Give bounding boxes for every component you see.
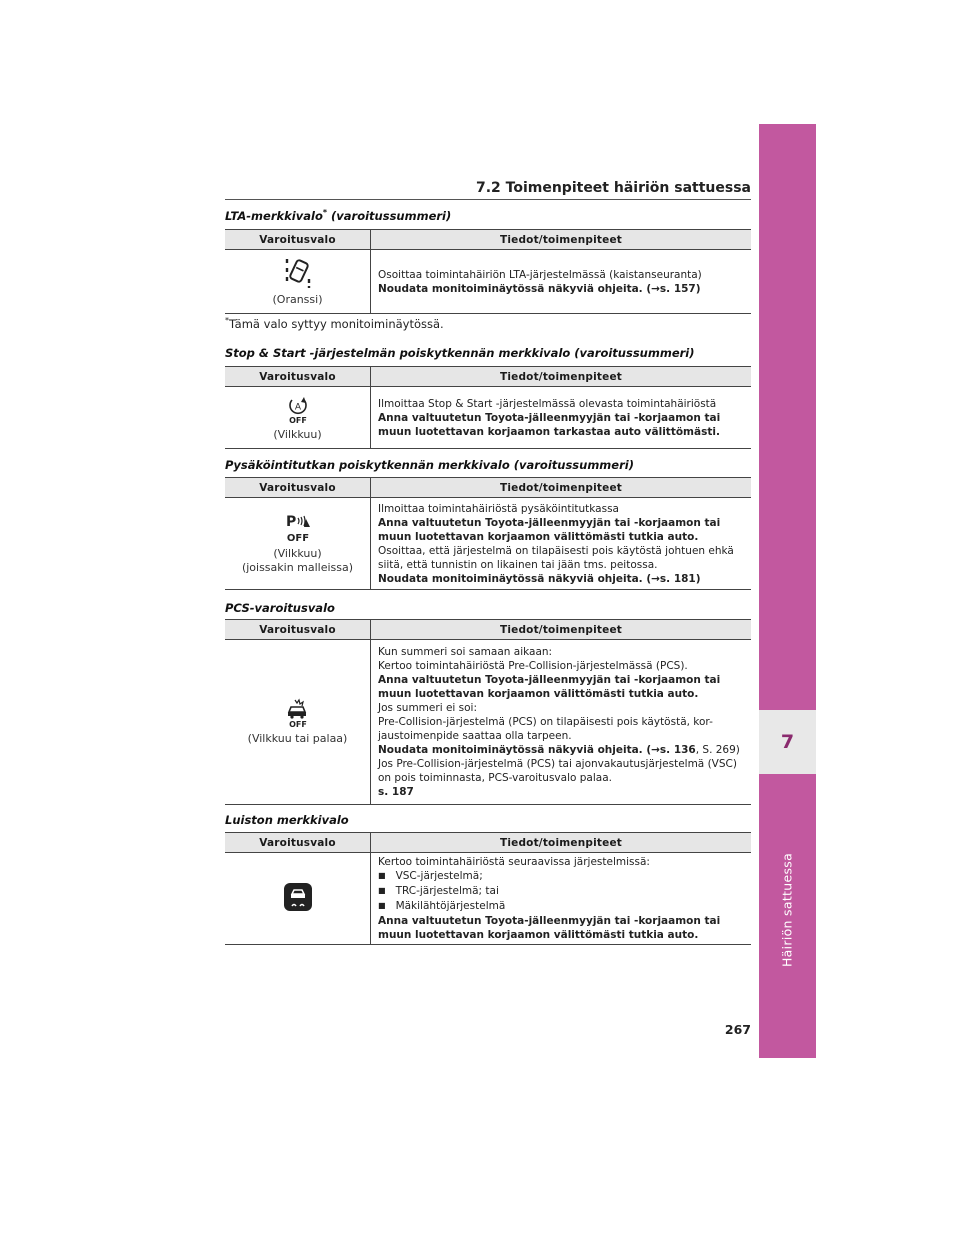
lta-warning-icon [283, 257, 313, 289]
chapter-side-tab [759, 124, 816, 1058]
col-header-light: Varoitusvalo [225, 230, 371, 250]
col-header-light: Varoitusvalo [225, 367, 371, 387]
instruction-text: Anna valtuutetun Toyota-jälleenmyyjän tai -korjaamon tai muun luotettavan korjaamon välittömästi tutkia auto. [378, 516, 721, 543]
chapter-label: Häiriön sattuessa [779, 852, 795, 968]
info-text: Ilmoittaa Stop & Start -järjestelmässä olevasta toimintahäiriöstä [378, 397, 717, 410]
col-header-info: Tiedot/toimenpiteet [371, 833, 752, 853]
pcs-off-icon [284, 698, 312, 728]
slip-indicator-icon [283, 882, 313, 912]
bullet-item: ■ Mäkilähtöjärjestelmä [378, 899, 744, 914]
instruction-text: Anna valtuutetun Toyota-jälleenmyyjän tai -korjaamon tai muun luotettavan korjaamon välittömästi tutkia auto. [378, 915, 721, 941]
parking-sensor-off-icon [282, 513, 314, 543]
info-line-6: Jos Pre-Collision-järjestelmä (PCS) tai ajonvakautusjärjestelmä (VSC) on pois toiminnasta, PCS-varoitusvalo palaa. [378, 758, 737, 784]
bullet-item: ■ VSC-järjestelmä; [378, 869, 744, 884]
col-header-info: Tiedot/toimenpiteet [371, 367, 752, 387]
light-label: (Vilkkuu tai palaa) [247, 732, 348, 745]
light-label: (Oranssi) [272, 292, 323, 306]
info-text: Ilmoittaa toimintahäiriöstä pysäköintitutkassa [378, 502, 619, 515]
svg-text:P: P [285, 513, 296, 530]
info-text: Kertoo toimintahäiriöstä seuraavissa järjestelmissä: [378, 856, 650, 868]
col-header-info: Tiedot/toimenpiteet [371, 230, 752, 250]
instruction-text: Anna valtuutetun Toyota-jälleenmyyjän tai -korjaamon tai muun luotettavan korjaamon välittömästi tutkia auto. [378, 674, 721, 700]
pcs-table [225, 619, 751, 805]
svg-text:OFF: OFF [288, 720, 307, 728]
light-label-models: (joissakin malleissa) [241, 560, 354, 574]
page-ref: s. 187 [378, 786, 414, 798]
section-title-slip: Luiston merkkivalo [225, 813, 349, 827]
page-header: 7.2 Toimenpiteet häiriön sattuessa [475, 180, 751, 196]
info-line-4: Pre-Collision-järjestelmä (PCS) on tilapäisesti pois käytöstä, kor-jaustoimenpide saattaa olla tarpeen. [378, 716, 713, 742]
instruction-text: Anna valtuutetun Toyota-jälleenmyyjän tai -korjaamon tai muun luotettavan korjaamon tarkastaa auto välittömästi. [378, 411, 721, 438]
parking-sensor-table [225, 477, 751, 590]
svg-text:OFF: OFF [288, 415, 307, 424]
section-title-parking-sensor: Pysäköintitutkan poiskytkennän merkkivalo (varoitussummeri) [225, 458, 634, 472]
page-number: 267 [724, 1022, 751, 1037]
light-label: (Vilkkuu) [273, 427, 322, 441]
stop-start-off-icon [284, 394, 312, 424]
svg-text:OFF: OFF [286, 532, 309, 543]
light-label: (Vilkkuu) [273, 546, 322, 560]
instruction-text-2: Noudata monitoiminäytössä näkyviä ohjeita. (→s. 181) [378, 572, 701, 585]
info-text: Osoittaa toimintahäiriön LTA-järjestelmässä (kaistanseuranta) [378, 268, 702, 281]
svg-text:A: A [294, 402, 301, 412]
col-header-light: Varoitusvalo [225, 478, 371, 498]
instruction-text-2: Noudata monitoiminäytössä näkyviä ohjeita. (→s. 136, S. 269) [378, 744, 740, 756]
instruction-text: Noudata monitoiminäytössä näkyviä ohjeita. (→s. 157) [378, 282, 701, 295]
bullet-item: ■ TRC-järjestelmä; tai [378, 884, 744, 899]
info-line-1: Kun summeri soi samaan aikaan: [378, 646, 553, 658]
col-header-light: Varoitusvalo [225, 620, 371, 640]
section-title-lta: LTA-merkkivalo* (varoitussummeri) [225, 208, 452, 223]
footnote: *Tämä valo syttyy monitoiminäytössä. [225, 316, 444, 331]
col-header-info: Tiedot/toimenpiteet [371, 478, 752, 498]
slip-table [225, 832, 751, 945]
stop-start-table [225, 366, 751, 449]
col-header-light: Varoitusvalo [225, 833, 371, 853]
chapter-number: 7 [759, 710, 816, 774]
info-line-3: Jos summeri ei soi: [378, 702, 478, 714]
section-title-pcs: PCS-varoitusvalo [225, 601, 335, 615]
section-title-stop-start: Stop & Start -järjestelmän poiskytkennän merkkivalo (varoitussummeri) [225, 346, 695, 360]
info-line-2: Kertoo toimintahäiriöstä Pre-Collision-järjestelmässä (PCS). [378, 660, 688, 672]
header-divider [225, 199, 751, 200]
info-text-2: Osoittaa, että järjestelmä on tilapäisesti pois käytöstä johtuen ehkä siitä, että tunnistin on likainen tai jään tms. peitossa. [378, 544, 734, 571]
lta-table [225, 229, 751, 314]
col-header-info: Tiedot/toimenpiteet [371, 620, 752, 640]
